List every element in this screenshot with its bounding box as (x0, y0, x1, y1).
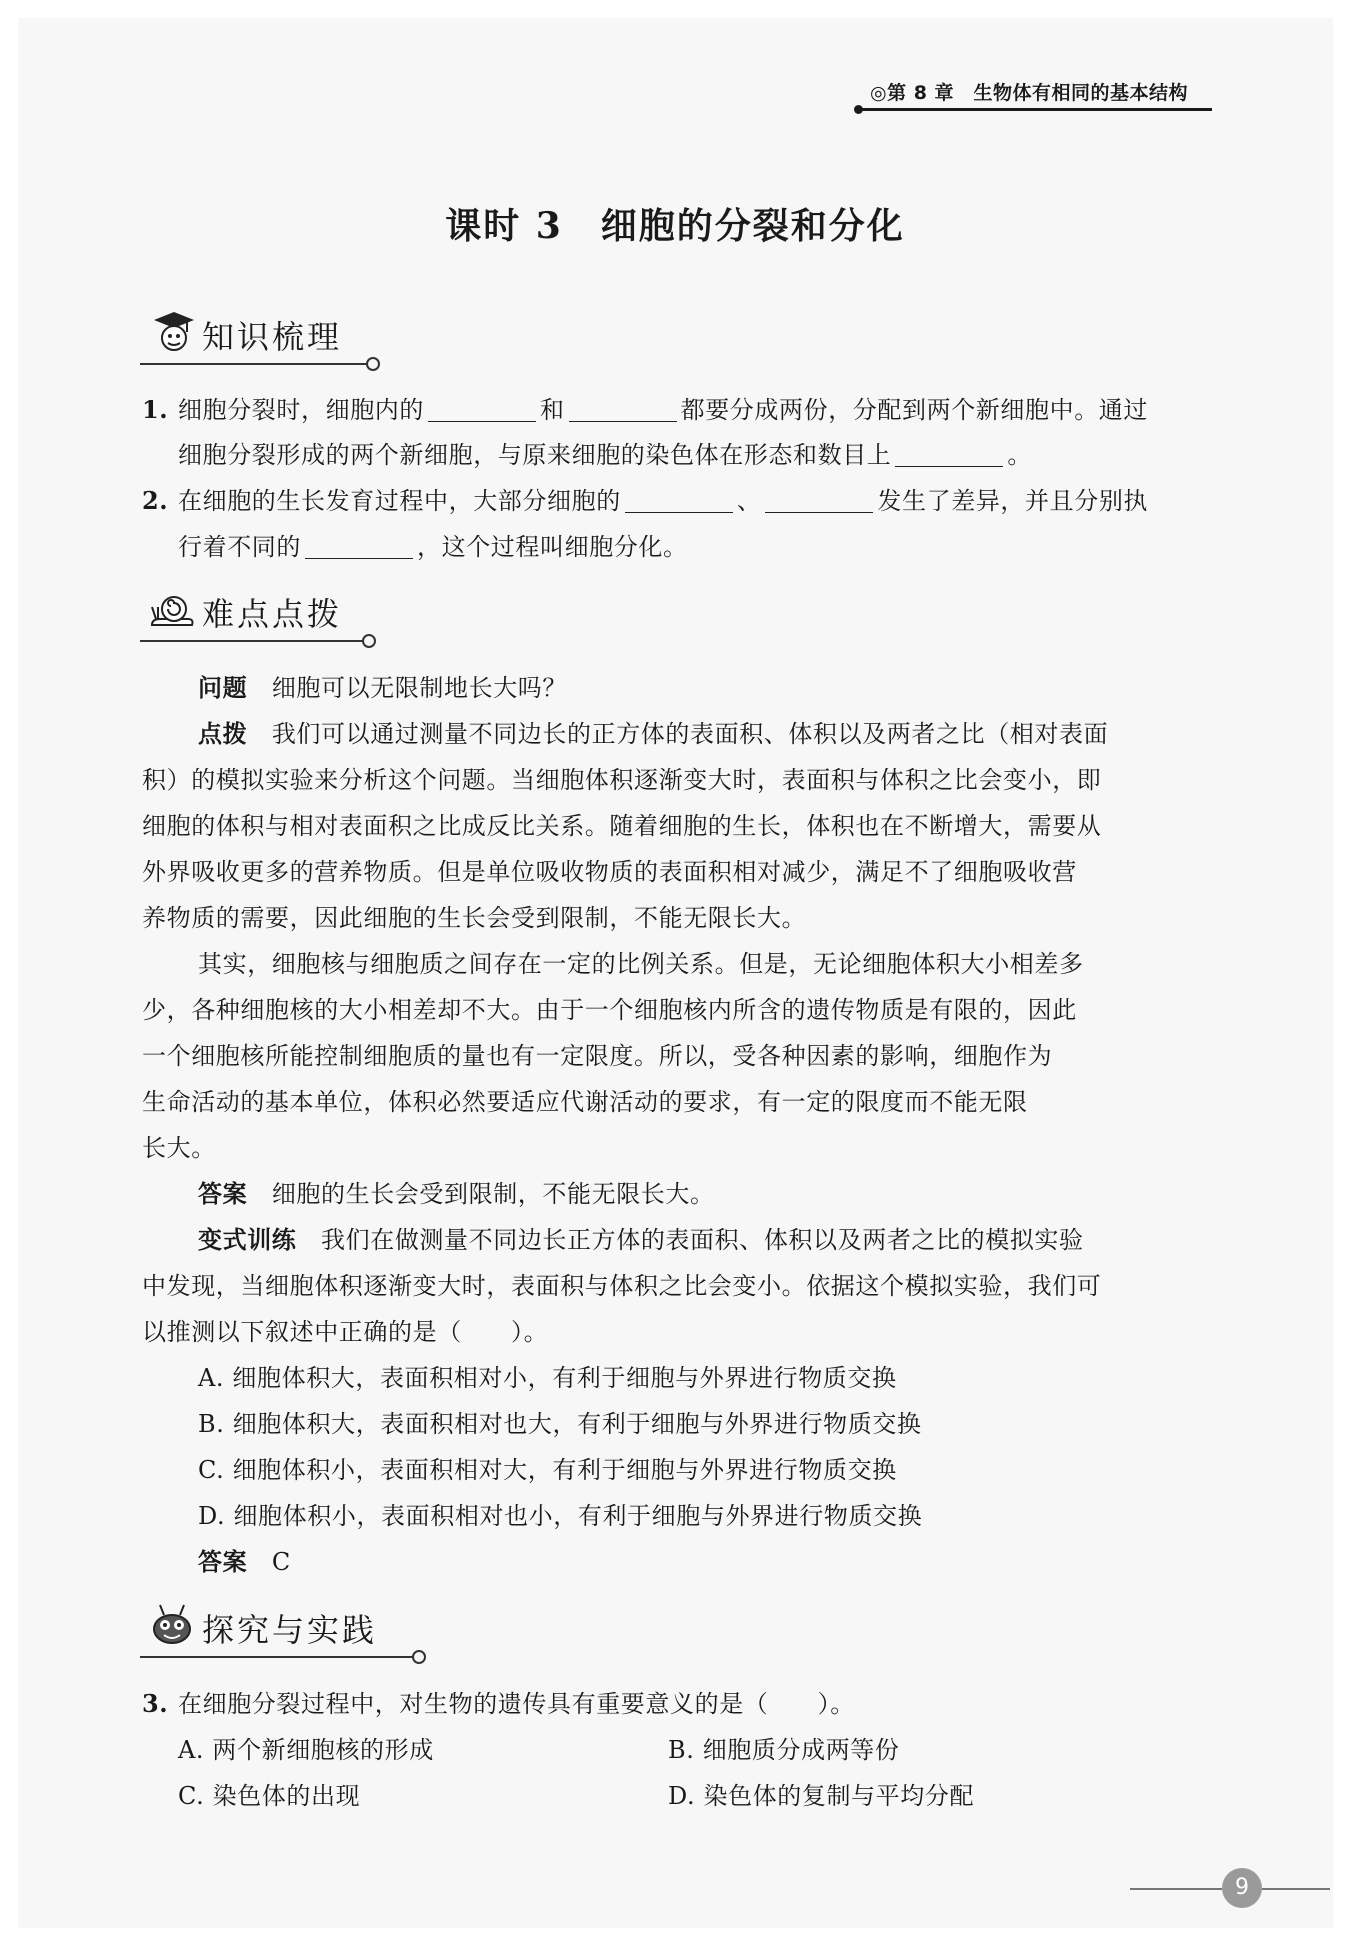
answer-blank[interactable] (895, 442, 1003, 467)
hint-line-3: 细胞的体积与相对表面积之比成反比关系。随着细胞的生长，体积也在不断增大，需要从 (142, 812, 1102, 840)
hint-para2-line-5: 长大。 (142, 1134, 216, 1162)
graduate-cap-icon (148, 308, 196, 356)
chapter-rule (860, 108, 1212, 111)
question-3-option-d: D. 染色体的复制与平均分配 (668, 1782, 975, 1810)
answer-1-line: 答案 细胞的生长会受到限制，不能无限长大。 (198, 1180, 715, 1208)
hint-label: 点拨 (198, 720, 248, 748)
problem-line: 问题 细胞可以无限制地长大吗？ (198, 674, 568, 702)
section-underline-end (412, 1650, 426, 1664)
section-underline-end (366, 357, 380, 371)
variant-option-c: C. 细胞体积小，表面积相对大，有利于细胞与外界进行物质交换 (198, 1456, 897, 1484)
variant-line-3: 以推测以下叙述中正确的是（ ）。 (142, 1318, 549, 1346)
section-underline (140, 1656, 414, 1658)
hint-para2-line-3: 一个细胞核所能控制细胞质的量也有一定限度。所以，受各种因素的影响，细胞作为 (142, 1042, 1053, 1070)
variant-option-b: B. 细胞体积大，表面积相对也大，有利于细胞与外界进行物质交换 (198, 1410, 922, 1438)
variant-line-1: 变式训练 我们在做测量不同边长正方体的表面积、体积以及两者之比的模拟实验 (198, 1226, 1084, 1254)
answer-blank[interactable] (569, 397, 677, 422)
question-1-line-2: 细胞分裂形成的两个新细胞，与原来细胞的染色体在形态和数目上 。 (178, 441, 1033, 469)
chapter-header: ◎第 8 章 生物体有相同的基本结构 (870, 82, 1189, 104)
question-3-option-b: B. 细胞质分成两等份 (668, 1736, 900, 1764)
question-3-line: 3. 在细胞分裂过程中，对生物的遗传具有重要意义的是（ ）。 (142, 1681, 855, 1727)
section-practice (140, 1601, 430, 1661)
lesson-title: 课时 3 细胞的分裂和分化 (445, 205, 905, 247)
hint-line-2: 积）的模拟实验来分析这个问题。当细胞体积逐渐变大时，表面积与体积之比会变小，即 (142, 766, 1102, 794)
question-3-option-a: A. 两个新细胞核的形成 (178, 1736, 434, 1764)
hint-line-5: 养物质的需要，因此细胞的生长会受到限制，不能无限长大。 (142, 904, 807, 932)
page-number-rule-left (1130, 1888, 1222, 1890)
bug-mascot-icon (148, 1601, 196, 1649)
answer-blank[interactable] (428, 397, 536, 422)
page-number: 9 (1222, 1868, 1262, 1908)
answer-blank[interactable] (305, 534, 413, 559)
hint-para2-line-4: 生命活动的基本单位，体积必然要适应代谢活动的要求，有一定的限度而不能无限 (142, 1088, 1028, 1116)
section-title: 难点点拨 (202, 595, 343, 633)
section-underline (140, 363, 368, 365)
snail-icon (148, 585, 196, 633)
question-3-option-c: C. 染色体的出现 (178, 1782, 361, 1810)
question-1-line-1: 1. 细胞分裂时，细胞内的 和 都要分成两份，分配到两个新细胞中。通过 (142, 387, 1148, 433)
section-underline-end (362, 634, 376, 648)
answer-2-line: 答案 C (198, 1548, 291, 1576)
variant-option-d: D. 细胞体积小，表面积相对也小，有利于细胞与外界进行物质交换 (198, 1502, 923, 1530)
hint-line-4: 外界吸收更多的营养物质。但是单位吸收物质的表面积相对减少，满足不了细胞吸收营 (142, 858, 1077, 886)
question-2-line-2: 行着不同的 ，这个过程叫细胞分化。 (178, 533, 688, 561)
variant-option-a: A. 细胞体积大，表面积相对小，有利于细胞与外界进行物质交换 (198, 1364, 897, 1392)
problem-label: 问题 (198, 674, 248, 702)
answer-blank[interactable] (765, 488, 873, 513)
variant-line-2: 中发现，当细胞体积逐渐变大时，表面积与体积之比会变小。依据这个模拟实验，我们可 (142, 1272, 1102, 1300)
hint-line-1: 点拨 我们可以通过测量不同边长的正方体的表面积、体积以及两者之比（相对表面 (198, 720, 1109, 748)
question-number: 3. (142, 1689, 169, 1718)
answer-label: 答案 (198, 1548, 248, 1576)
section-underline (140, 640, 364, 642)
variant-label: 变式训练 (198, 1226, 297, 1254)
section-difficulty (140, 585, 380, 645)
section-knowledge (140, 308, 380, 368)
answer-label: 答案 (198, 1180, 248, 1208)
hint-para2-line-1: 其实，细胞核与细胞质之间存在一定的比例关系。但是，无论细胞体积大小相差多 (198, 950, 1084, 978)
question-number: 1. (142, 395, 169, 424)
question-2-line-1: 2. 在细胞的生长发育过程中，大部分细胞的 、 发生了差异，并且分别执 (142, 478, 1148, 524)
question-number: 2. (142, 486, 169, 515)
section-title: 探究与实践 (202, 1611, 378, 1649)
section-title: 知识梳理 (202, 318, 343, 356)
page-number-rule-right (1262, 1888, 1330, 1890)
answer-blank[interactable] (625, 488, 733, 513)
hint-para2-line-2: 少，各种细胞核的大小相差却不大。由于一个细胞核内所含的遗传物质是有限的，因此 (142, 996, 1077, 1024)
